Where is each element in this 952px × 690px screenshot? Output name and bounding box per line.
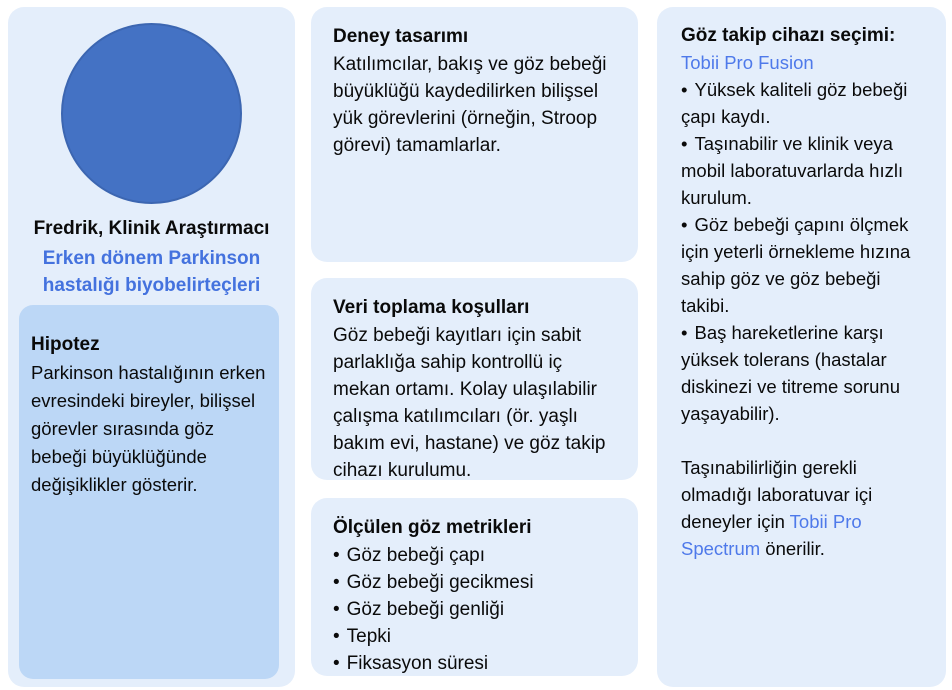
- list-item: [681, 76, 926, 130]
- bullet-icon: •: [333, 545, 340, 566]
- hypothesis-title: Hipotez: [31, 334, 100, 355]
- bullet-icon: •: [333, 572, 340, 593]
- bullet-icon: •: [333, 653, 340, 674]
- device-selection-panel: [657, 7, 946, 687]
- tobii-pro-spectrum-link[interactable]: Tobii Pro Spectrum: [681, 511, 862, 559]
- list-item: [333, 542, 616, 569]
- bullet-icon: •: [681, 214, 688, 235]
- data-collection-title: Veri toplama koşulları: [333, 297, 530, 318]
- list-item: [333, 650, 616, 677]
- hypothesis-card: [19, 305, 279, 679]
- metric-label: Fiksasyon süresi: [346, 653, 489, 674]
- experiment-design-card: [311, 7, 638, 262]
- list-item: [333, 623, 616, 650]
- tobii-pro-fusion-link[interactable]: Tobii Pro Fusion: [681, 52, 814, 73]
- list-item: [333, 596, 616, 623]
- feature-text: Yüksek kaliteli göz bebeği çapı kaydı.: [681, 79, 908, 127]
- device-selection-title: Göz takip cihazı seçimi:: [681, 25, 896, 46]
- list-item: [681, 130, 926, 211]
- feature-text: Baş hareketlerine karşı yüksek tolerans (hastalar diskinezi ve titreme sorunu yaşayabilir).: [681, 322, 901, 424]
- feature-text: Taşınabilir ve klinik veya mobil laboratuvarlarda hızlı kurulum.: [681, 133, 904, 208]
- note-text: Taşınabilirliğin gerekli olmadığı laboratuvar içi deneyler için: [681, 457, 873, 532]
- research-topic: Erken dönem Parkinson hastalığı biyobelirteçleri: [42, 248, 261, 296]
- metric-label: Göz bebeği genliği: [346, 599, 505, 620]
- eye-metrics-card: [311, 498, 638, 676]
- person-name: Fredrik, Klinik Araştırmacı: [33, 218, 270, 239]
- feature-text: Göz bebeği çapını ölçmek için yeterli örnekleme hızına sahip göz ve göz bebeği takibi.: [681, 214, 911, 316]
- profile-panel: [8, 7, 295, 687]
- bullet-icon: •: [681, 79, 688, 100]
- list-item: [333, 569, 616, 596]
- avatar: [61, 23, 242, 204]
- data-collection-text: Göz bebeği kayıtları için sabit parlaklığa sahip kontrollü iç mekan ortamı. Kolay ulaşılabilir çalışma katılımcıları (ör. yaşlı bakım evi, hastane) ve göz takip cihazı kurulumu.: [333, 325, 606, 481]
- bullet-icon: •: [333, 599, 340, 620]
- bullet-icon: •: [681, 322, 688, 343]
- eye-metrics-title: Ölçülen göz metrikleri: [333, 517, 532, 538]
- metric-label: Göz bebeği gecikmesi: [346, 572, 534, 593]
- data-collection-card: [311, 278, 638, 480]
- bullet-icon: •: [681, 133, 688, 154]
- device-feature-list: [681, 76, 926, 427]
- metric-label: Tepki: [346, 626, 392, 647]
- list-item: [681, 211, 926, 319]
- note-text-suffix: önerilir.: [760, 538, 825, 559]
- eye-metrics-list: [333, 542, 616, 677]
- bullet-icon: •: [333, 626, 340, 647]
- experiment-design-title: Deney tasarımı: [333, 26, 469, 47]
- hypothesis-text: Parkinson hastalığının erken evresindeki bireyler, bilişsel görevler sırasında göz bebeği büyüklüğünde değişiklikler gösterir.: [31, 362, 266, 495]
- experiment-design-text: Katılımcılar, bakış ve göz bebeği büyüklüğü kaydedilirken bilişsel yük görevlerini (örneğin, Stroop görevi) tamamlarlar.: [333, 54, 607, 156]
- alternative-device-note: [681, 454, 926, 562]
- list-item: [681, 319, 926, 427]
- metric-label: Göz bebeği çapı: [346, 545, 486, 566]
